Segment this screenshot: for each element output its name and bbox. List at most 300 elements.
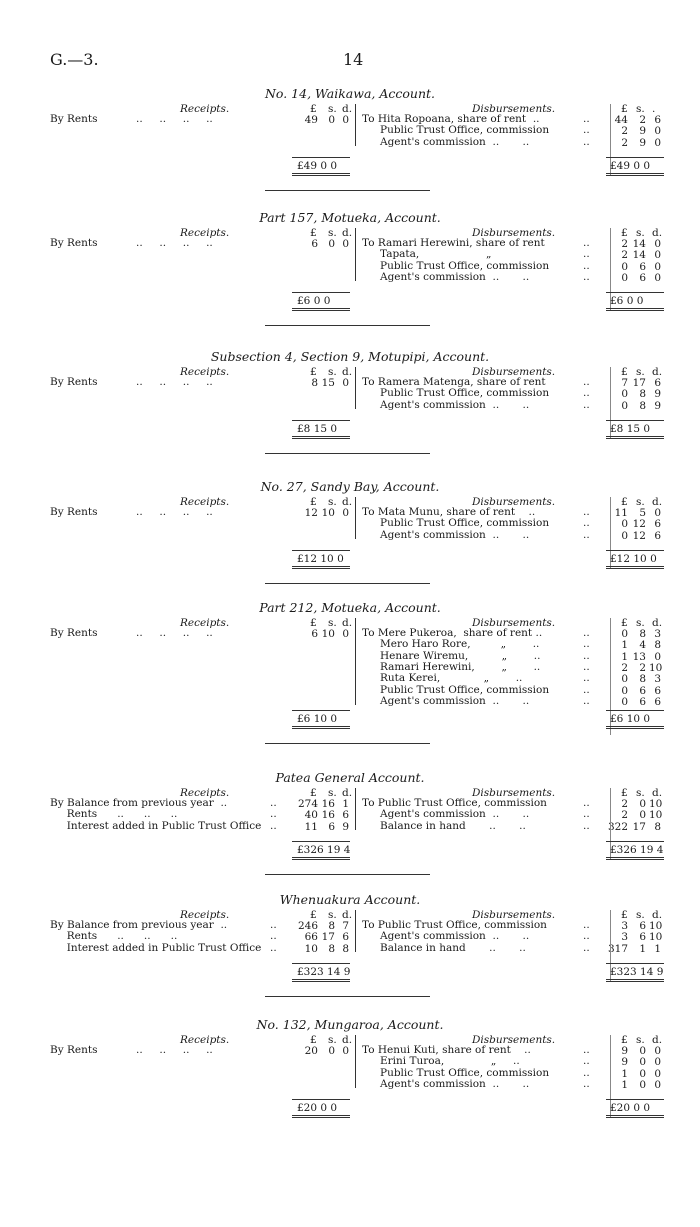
disbursement-amount [0, 1045, 700, 1057]
receipt-amount-d: 0 [342, 377, 349, 389]
disbursement-leader: .. [583, 694, 590, 707]
disbursement-leader: .. [583, 919, 590, 931]
disbursement-amount-s: 6 [639, 695, 646, 708]
disbursements-heading: Disbursements. [472, 787, 556, 799]
receipts-heading: Receipts. [180, 496, 230, 508]
column-rule [355, 367, 356, 409]
disbursement-label: Balance in hand .. .. [380, 819, 526, 832]
receipt-label: By Rents [50, 506, 98, 518]
receipt-amount-l: 11 [304, 820, 318, 833]
receipt-leader: .. [270, 808, 277, 821]
disbursement-leader: .. [583, 672, 590, 685]
receipts-total: £12 10 0 [297, 552, 344, 565]
column-rule [355, 104, 356, 146]
disbursement-amount-s: 8 [639, 628, 646, 640]
receipts-total-rule [292, 173, 350, 176]
receipts-col-head: d. [342, 103, 353, 115]
disbursement-amount-l: 1 [621, 1067, 628, 1080]
receipts-total-rule [292, 979, 350, 982]
disbursement-amount-l: 11 [614, 507, 628, 519]
disbursement-amount [0, 1056, 700, 1068]
receipt-amount-d: 0 [342, 1045, 349, 1057]
disbursement-label: Tapata, „ [380, 248, 492, 261]
disbursement-amount-s: 14 [632, 238, 646, 250]
receipt-amount-d: 6 [342, 809, 349, 822]
disbursement-amount [0, 920, 700, 932]
disbursement-amount-d: 0 [654, 260, 661, 273]
disb-col-head: £ [621, 103, 628, 115]
receipts-subtotal-rule [292, 550, 350, 551]
disb-col-head: s. [636, 787, 645, 799]
disb-col-head: d. [652, 366, 663, 378]
disbursement-amount-d: 9 [654, 399, 661, 412]
disbursements-heading: Disbursements. [472, 496, 556, 508]
receipts-col-head: £ [310, 617, 317, 629]
disb-col-head: d. [652, 1034, 663, 1046]
receipt-amount-s: 16 [321, 798, 335, 810]
receipts-col-head: £ [310, 496, 317, 508]
disbursement-amount-s: 17 [632, 377, 646, 389]
disbursement-amount [0, 673, 700, 685]
disbursements-total: £49 0 0 [610, 159, 651, 172]
receipts-col-head: £ [310, 366, 317, 378]
receipt-amount-l: 12 [304, 507, 318, 519]
disbursement-amount-s: 17 [632, 820, 646, 833]
disbursement-amount-d: 3 [654, 673, 661, 686]
disb-subtotal-rule [606, 710, 664, 711]
receipts-heading: Receipts. [180, 366, 230, 378]
disbursement-label: Mero Haro Rore, „ .. [380, 638, 540, 651]
disbursement-amount [0, 821, 700, 833]
disbursement-amount [0, 662, 700, 674]
receipt-amount-s: 10 [321, 507, 335, 519]
disbursement-amount-d: 0 [654, 271, 661, 284]
receipts-col-head: d. [342, 496, 353, 508]
disbursement-amount-s: 4 [639, 639, 646, 652]
receipts-total: £49 0 0 [297, 159, 338, 172]
disbursements-heading: Disbursements. [472, 103, 556, 115]
receipts-subtotal-rule [292, 420, 350, 421]
receipts-total-rule [292, 857, 350, 860]
disb-subtotal-rule [606, 292, 664, 293]
receipt-amount-s: 0 [328, 114, 335, 126]
receipts-total-rule [292, 1115, 350, 1118]
disbursement-amount [0, 798, 700, 810]
receipts-subtotal-rule [292, 292, 350, 293]
disbursement-label: To Mere Pukeroa, share of rent .. [362, 627, 543, 639]
section-separator [265, 874, 430, 875]
receipts-col-head: d. [342, 617, 353, 629]
disbursement-amount-s: 8 [639, 399, 646, 412]
disbursement-amount [0, 1079, 700, 1091]
column-rule [355, 618, 356, 705]
receipt-leader: .. .. .. .. [136, 113, 213, 125]
disbursement-label: Public Trust Office, commission [380, 1066, 550, 1079]
section-separator [265, 190, 430, 191]
account-title: No. 14, Waikawa, Account. [264, 86, 436, 101]
account-title: No. 27, Sandy Bay, Account. [260, 479, 440, 494]
disb-col-head: s. [636, 227, 645, 239]
receipt-amount-s: 6 [328, 820, 335, 833]
disbursements-total: £6 0 0 [610, 295, 644, 308]
disbursement-leader: .. [583, 248, 590, 261]
disbursement-amount [0, 1068, 700, 1080]
disbursement-amount-d: 6 [654, 518, 661, 531]
disb-col-head: s. [636, 1034, 645, 1046]
disbursement-amount [0, 114, 700, 126]
receipts-col-head: d. [342, 1034, 353, 1046]
disbursement-amount-s: 6 [639, 260, 646, 273]
disbursement-amount-s: 9 [639, 125, 646, 138]
disb-col-head: s. [636, 496, 645, 508]
disb-col-head: £ [621, 1034, 628, 1046]
disbursement-amount-d: 0 [654, 249, 661, 262]
disbursement-amount-s: 0 [639, 1078, 646, 1091]
receipt-amount-l: 49 [304, 114, 318, 126]
disb-total-rule [606, 726, 664, 729]
disbursement-label: To Ramari Herewini, share of rent [362, 237, 545, 249]
receipt-amount-s: 17 [321, 931, 335, 944]
disbursement-leader: .. [583, 683, 590, 696]
disb-col-head: £ [621, 617, 628, 629]
disbursement-amount-l: 0 [621, 399, 628, 412]
receipts-col-head: d. [342, 787, 353, 799]
disbursement-amount-l: 2 [621, 809, 628, 822]
receipt-label: By Balance from previous year .. [50, 919, 228, 931]
receipt-amount-l: 20 [304, 1045, 318, 1057]
disbursement-amount-d: 6 [654, 695, 661, 708]
receipts-subtotal-rule [292, 963, 350, 964]
disbursement-leader: .. [583, 797, 590, 809]
receipt-amount-d: 0 [342, 238, 349, 250]
disbursements-heading: Disbursements. [472, 227, 556, 239]
receipt-label: Rents .. .. .. [50, 930, 178, 943]
disb-col-head: £ [621, 787, 628, 799]
disbursement-amount-d: 0 [654, 1056, 661, 1069]
disb-col-head: s. [636, 909, 645, 921]
disbursement-amount [0, 809, 700, 821]
receipt-amount-l: 274 [297, 798, 318, 810]
receipts-col-head: £ [310, 103, 317, 115]
section-separator [265, 743, 430, 744]
receipts-col-head: s. [328, 617, 337, 629]
disb-col-head: £ [621, 366, 628, 378]
disbursement-label: Agent's commission .. .. [380, 398, 530, 411]
receipts-total-rule [292, 436, 350, 439]
disbursement-amount [0, 696, 700, 708]
disbursement-amount-s: 2 [639, 661, 646, 674]
disbursement-label: To Henui Kuti, share of rent .. [362, 1044, 531, 1056]
disbursement-label: Public Trust Office, commission [380, 683, 550, 696]
disbursement-amount-l: 0 [621, 529, 628, 542]
receipt-amount-d: 1 [342, 798, 349, 810]
disbursement-amount-s: 13 [632, 650, 646, 663]
disbursement-leader: .. [583, 517, 590, 530]
disbursement-amount [0, 388, 700, 400]
account-title: Part 212, Motueka, Account. [259, 600, 441, 615]
disbursements-total: £8 15 0 [610, 422, 651, 435]
column-rule [355, 1035, 356, 1088]
disbursement-leader: .. [583, 1077, 590, 1090]
receipt-leader: .. [270, 941, 277, 954]
disbursement-amount-l: 2 [621, 249, 628, 262]
disbursement-label: Agent's commission .. .. [380, 1077, 530, 1090]
disbursement-leader: .. [583, 113, 590, 125]
disb-total-rule [606, 979, 664, 982]
disbursement-amount-d: 8 [654, 639, 661, 652]
column-rule [355, 497, 356, 539]
receipt-label: By Rents [50, 237, 98, 249]
disbursement-label: Public Trust Office, commission [380, 517, 550, 530]
receipts-total-rule [292, 566, 350, 569]
receipts-total: £20 0 0 [297, 1102, 338, 1115]
disbursement-leader: .. [583, 528, 590, 541]
disb-col-head: d. [652, 496, 663, 508]
receipt-label: Interest added in Public Trust Office [50, 819, 262, 832]
disbursement-label: Ruta Kerei, „ .. [380, 672, 523, 685]
disb-col-head: £ [621, 496, 628, 508]
disbursement-amount-d: 3 [654, 628, 661, 640]
disbursement-leader: .. [583, 941, 590, 954]
disbursement-label: To Mata Munu, share of rent .. [362, 506, 536, 518]
disbursement-amount-d: 1 [654, 942, 661, 955]
disbursement-amount-d: 8 [654, 820, 661, 833]
disbursements-total: £323 14 9 [610, 965, 664, 978]
disbursement-leader: .. [583, 1066, 590, 1079]
disbursement-amount-l: 2 [621, 238, 628, 250]
receipt-amount-l: 66 [304, 931, 318, 944]
disb-subtotal-rule [606, 1099, 664, 1100]
disbursement-amount-s: 8 [639, 673, 646, 686]
receipts-col-head: £ [310, 787, 317, 799]
disbursement-amount-d: 10 [649, 661, 663, 674]
disbursement-label: Agent's commission .. .. [380, 694, 530, 707]
disbursement-label: Henare Wiremu, „ .. [380, 649, 541, 662]
page-number: 14 [343, 50, 364, 69]
section-separator [265, 996, 430, 997]
disb-col-head: d. [652, 617, 663, 629]
receipt-amount-d: 0 [342, 507, 349, 519]
receipts-heading: Receipts. [180, 787, 230, 799]
receipt-leader: .. .. .. .. [136, 237, 213, 249]
receipt-label: By Rents [50, 627, 98, 639]
disb-subtotal-rule [606, 157, 664, 158]
disb-col-head: d. [652, 787, 663, 799]
receipt-amount-l: 6 [311, 238, 318, 250]
disbursement-amount [0, 125, 700, 137]
account-title: No. 132, Mungaroa, Account. [256, 1017, 444, 1032]
receipts-total: £6 10 0 [297, 713, 338, 726]
receipt-label: Rents .. .. .. [50, 808, 178, 821]
disbursement-label: Agent's commission .. .. [380, 270, 530, 283]
receipts-col-head: d. [342, 227, 353, 239]
receipts-col-head: s. [328, 103, 337, 115]
disbursement-label: To Public Trust Office, commission [362, 919, 547, 931]
disbursement-leader: .. [583, 638, 590, 651]
column-rule [355, 228, 356, 281]
disbursement-amount-l: 2 [621, 136, 628, 149]
section-separator [265, 453, 430, 454]
disbursement-amount-s: 14 [632, 249, 646, 262]
disbursement-leader: .. [583, 808, 590, 821]
receipt-leader: .. [270, 930, 277, 943]
disbursement-label: Agent's commission .. .. [380, 930, 530, 943]
disbursement-leader: .. [583, 1055, 590, 1068]
disbursement-amount-l: 1 [621, 650, 628, 663]
receipts-col-head: £ [310, 1034, 317, 1046]
receipt-amount-d: 7 [342, 920, 349, 932]
disbursement-amount-s: 0 [639, 1045, 646, 1057]
disb-subtotal-rule [606, 841, 664, 842]
receipts-heading: Receipts. [180, 909, 230, 921]
disbursement-leader: .. [583, 627, 590, 639]
receipt-amount-l: 10 [304, 942, 318, 955]
disbursement-label: Public Trust Office, commission [380, 124, 550, 137]
disbursement-amount-d: 6 [654, 377, 661, 389]
disbursement-amount [0, 400, 700, 412]
disbursement-label: Agent's commission .. .. [380, 808, 530, 821]
receipts-heading: Receipts. [180, 103, 230, 115]
disb-col-head: s. [636, 103, 645, 115]
disbursement-amount-d: 10 [649, 931, 663, 944]
section-separator [265, 325, 430, 326]
disbursement-amount [0, 530, 700, 542]
disbursement-amount-s: 2 [639, 114, 646, 126]
column-rule [355, 788, 356, 830]
disbursement-amount-l: 1 [621, 639, 628, 652]
receipts-col-head: s. [328, 227, 337, 239]
disbursement-label: Public Trust Office, commission [380, 259, 550, 272]
disbursement-label: Public Trust Office, commission [380, 387, 550, 400]
account-title: Part 157, Motueka, Account. [259, 210, 441, 225]
disb-col-head: d. [652, 227, 663, 239]
receipt-amount-s: 0 [328, 238, 335, 250]
disbursement-amount-d: 0 [654, 1045, 661, 1057]
disbursement-amount-d: 0 [654, 1067, 661, 1080]
disbursement-leader: .. [583, 124, 590, 137]
disb-total-rule [606, 566, 664, 569]
disbursement-amount-s: 1 [639, 942, 646, 955]
receipt-amount-d: 0 [342, 114, 349, 126]
receipt-amount-d: 9 [342, 820, 349, 833]
disbursement-amount [0, 943, 700, 955]
receipt-leader: .. [270, 919, 277, 931]
receipts-col-head: s. [328, 909, 337, 921]
receipt-amount-l: 246 [297, 920, 318, 932]
disb-total-rule [606, 1115, 664, 1118]
disb-subtotal-rule [606, 550, 664, 551]
account-title: Whenuakura Account. [279, 892, 421, 907]
disb-col-head: s. [636, 366, 645, 378]
disbursement-leader: .. [583, 398, 590, 411]
disbursement-amount-d: 10 [649, 920, 663, 932]
section-separator [265, 583, 430, 584]
disbursement-leader: .. [583, 660, 590, 673]
receipt-amount-l: 6 [311, 628, 318, 640]
disbursements-heading: Disbursements. [472, 366, 556, 378]
disbursement-amount-l: 44 [614, 114, 628, 126]
disbursement-leader: .. [583, 259, 590, 272]
disbursement-amount [0, 507, 700, 519]
disbursement-amount-s: 0 [639, 798, 646, 810]
disb-total-rule [606, 173, 664, 176]
disbursement-amount-s: 6 [639, 931, 646, 944]
disbursement-amount-s: 0 [639, 1056, 646, 1069]
disbursement-label: To Hita Ropoana, share of rent .. [362, 113, 540, 125]
disb-col-head: d. [652, 909, 663, 921]
disb-total-rule [606, 857, 664, 860]
disbursement-amount [0, 377, 700, 389]
disb-col-head: . [652, 103, 656, 115]
disbursement-amount-l: 0 [621, 628, 628, 640]
receipt-leader: .. .. .. .. [136, 627, 213, 639]
disbursement-amount-l: 322 [607, 820, 628, 833]
disbursement-label: Agent's commission .. .. [380, 528, 530, 541]
account-title: Patea General Account. [275, 770, 425, 785]
disbursement-amount-d: 0 [654, 650, 661, 663]
disbursement-label: To Ramera Matenga, share of rent [362, 376, 546, 388]
disbursement-amount-d: 0 [654, 507, 661, 519]
receipt-leader: .. .. .. .. [136, 376, 213, 388]
receipt-amount-d: 8 [342, 942, 349, 955]
disbursement-amount-s: 0 [639, 809, 646, 822]
receipts-col-head: s. [328, 366, 337, 378]
disbursement-amount [0, 931, 700, 943]
account-title: Subsection 4, Section 9, Motupipi, Account. [210, 349, 490, 364]
receipts-heading: Receipts. [180, 1034, 230, 1046]
receipts-col-head: d. [342, 366, 353, 378]
disbursement-amount-d: 6 [654, 684, 661, 697]
receipt-label: Interest added in Public Trust Office [50, 941, 262, 954]
disbursement-amount-s: 12 [632, 529, 646, 542]
disbursement-amount-s: 5 [639, 507, 646, 519]
receipts-col-head: £ [310, 909, 317, 921]
receipts-col-head: £ [310, 227, 317, 239]
disbursement-amount-l: 9 [621, 1045, 628, 1057]
receipt-leader: .. [270, 819, 277, 832]
receipts-subtotal-rule [292, 710, 350, 711]
disbursement-amount-s: 12 [632, 518, 646, 531]
receipts-total: £323 14 9 [297, 965, 351, 978]
receipts-col-head: s. [328, 787, 337, 799]
receipt-amount-s: 16 [321, 809, 335, 822]
disbursements-heading: Disbursements. [472, 909, 556, 921]
disbursement-amount-s: 8 [639, 388, 646, 401]
receipts-heading: Receipts. [180, 227, 230, 239]
disbursement-amount-d: 0 [654, 1078, 661, 1091]
receipts-total: £6 0 0 [297, 295, 331, 308]
receipts-subtotal-rule [292, 841, 350, 842]
receipts-total-rule [292, 726, 350, 729]
disbursements-heading: Disbursements. [472, 1034, 556, 1046]
disb-col-head: s. [636, 617, 645, 629]
disbursement-leader: .. [583, 506, 590, 518]
disbursement-amount-l: 0 [621, 518, 628, 531]
disbursement-amount-d: 10 [649, 798, 663, 810]
disbursement-leader: .. [583, 135, 590, 148]
disb-total-rule [606, 436, 664, 439]
disbursement-amount [0, 685, 700, 697]
disbursement-amount-l: 2 [621, 798, 628, 810]
disb-col-head: £ [621, 909, 628, 921]
disbursement-label: Agent's commission .. .. [380, 135, 530, 148]
disbursement-label: Erini Turoa, „ .. [380, 1055, 520, 1068]
receipt-leader: .. .. .. .. [136, 506, 213, 518]
column-rule [355, 910, 356, 952]
disbursement-amount-d: 0 [654, 238, 661, 250]
disbursement-amount [0, 651, 700, 663]
disbursements-heading: Disbursements. [472, 617, 556, 629]
